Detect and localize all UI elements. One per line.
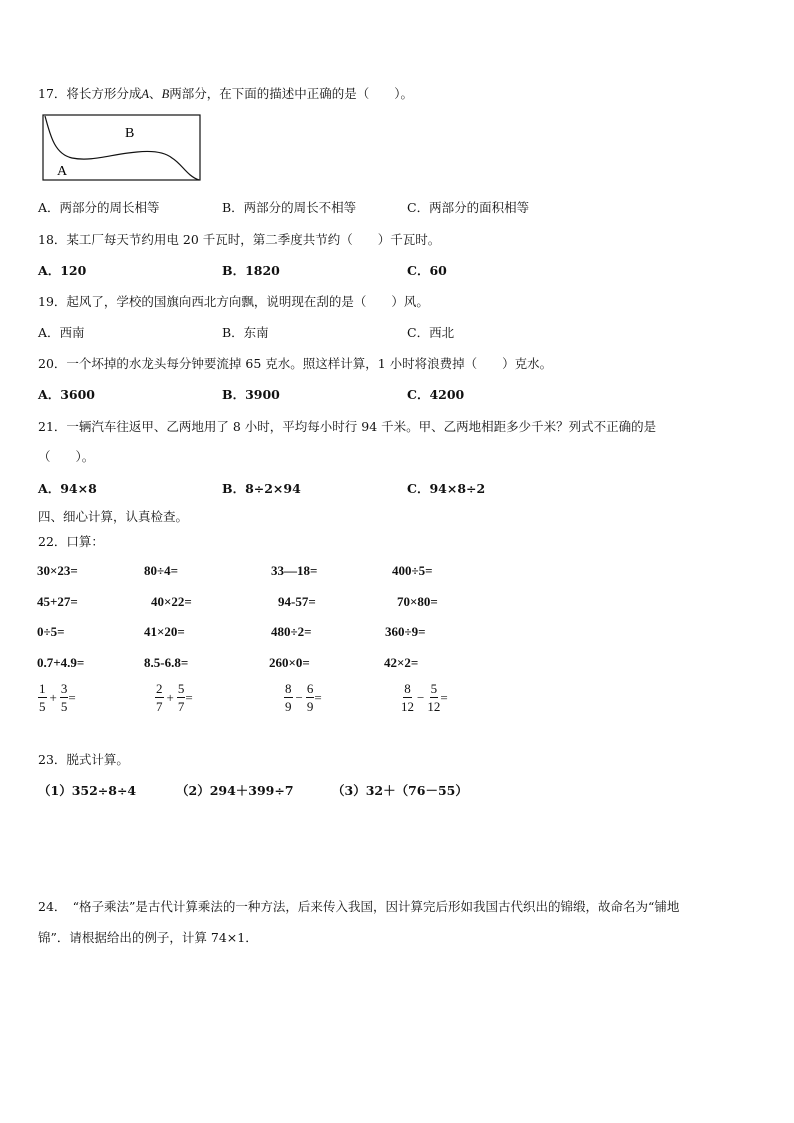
q23-title: 23．脱式计算。 <box>38 752 129 767</box>
q20-option-c[interactable]: C．4200 <box>407 387 465 402</box>
q19-stem: 19．起风了，学校的国旗向西北方向飘，说明现在刮的是（ ）风。 <box>38 294 429 309</box>
q19-option-c[interactable]: C．西北 <box>407 325 455 340</box>
oral-calc-item: 41×20= <box>144 624 185 639</box>
q17-dividing-curve <box>45 116 199 180</box>
fraction: $\frac{3}{5}$ <box>60 681 68 714</box>
q18-option-a[interactable]: A．120 <box>38 263 87 278</box>
q17-suffix: 两部分，在下面的描述中正确的是（ ）。 <box>169 86 413 101</box>
q23-item-1: （1）352÷8÷4 <box>38 783 137 798</box>
q21-option-b[interactable]: B．8÷2×94 <box>222 481 301 496</box>
q17-prefix: 17．将长方形分成 <box>38 86 142 101</box>
q21-stem: 21．一辆汽车往返甲、乙两地用了 8 小时，平均每小时行 94 千米。甲、乙两地相距多少千米？列式不正确的是 <box>38 419 657 434</box>
oral-calc-item: 480÷2= <box>271 624 312 639</box>
oral-calc-item: 80÷4= <box>144 563 179 578</box>
q17-option-c[interactable]: C．两部分的面积相等 <box>407 200 530 215</box>
q18-stem: 18．某工厂每天节约用电 20 千瓦时，第二季度共节约（ ）千瓦时。 <box>38 232 441 247</box>
q17-option-b[interactable]: B．两部分的周长不相等 <box>222 200 357 215</box>
fraction: $\frac{5}{7}$ <box>177 681 185 714</box>
oral-calc-item: 0÷5= <box>37 624 65 639</box>
q17-stem <box>38 84 413 102</box>
q24-line-2: 锦”．请根据给出的例子，计算 74×1． <box>38 930 258 945</box>
q21-option-a[interactable]: A．94×8 <box>38 481 97 496</box>
q21-stem-continued: （ ）。 <box>38 449 95 464</box>
q17-label-a: A <box>57 164 68 179</box>
oral-calc-item: 40×22= <box>151 594 192 609</box>
oral-calc-item: 94-57= <box>278 594 316 609</box>
fraction: $\frac{6}{9}$ <box>306 681 314 714</box>
q17-var-b: B <box>161 87 170 101</box>
oral-calc-item: 45+27= <box>37 594 78 609</box>
q18-option-b[interactable]: B．1820 <box>222 263 280 278</box>
fraction-calc-item: $\frac{2}{7}$ + $\frac{5}{7}$ = <box>156 681 193 714</box>
q17-sep: 、 <box>149 86 162 101</box>
oral-calc-item: 400÷5= <box>392 563 433 578</box>
q19-option-b[interactable]: B．东南 <box>222 325 269 340</box>
fraction: $\frac{8}{9}$ <box>285 681 292 714</box>
q20-option-a[interactable]: A．3600 <box>38 387 95 402</box>
q24-line-1: 24． “格子乘法”是古代计算乘法的一种方法，后来传入我国，因计算完后形如我国古代织出的锦缎，故命名为“铺地 <box>38 899 680 914</box>
oral-calc-item: 260×0= <box>269 655 310 670</box>
q17-rectangle-figure <box>42 114 202 182</box>
q17-label-b: B <box>125 126 135 141</box>
q20-stem: 20．一个坏掉的水龙头每分钟要流掉 65 克水。照这样计算，1 小时将浪费掉（ ）克水。 <box>38 356 553 371</box>
q23-item-3: （3）32＋（76－55） <box>332 783 468 798</box>
q19-option-a[interactable]: A．西南 <box>38 325 85 340</box>
fraction-calc-item: $\frac{1}{5}$ + $\frac{3}{5}$ = <box>39 681 76 714</box>
oral-calc-item: 30×23= <box>37 563 78 578</box>
fraction: $\frac{8}{12}$ <box>401 681 414 714</box>
oral-calc-item: 33—18= <box>271 563 318 578</box>
oral-calc-item: 8.5-6.8= <box>144 655 189 670</box>
q22-title: 22．口算： <box>38 534 104 549</box>
fraction-calc-item: $\frac{8}{9}$ − $\frac{6}{9}$ = <box>285 681 322 714</box>
fraction: $\frac{2}{7}$ <box>156 681 163 714</box>
oral-calc-item: 0.7+4.9= <box>37 655 85 670</box>
q18-option-c[interactable]: C．60 <box>407 263 447 278</box>
fraction: $\frac{1}{5}$ <box>39 681 46 714</box>
q20-option-b[interactable]: B．3900 <box>222 387 280 402</box>
q21-option-c[interactable]: C．94×8÷2 <box>407 481 486 496</box>
fraction: $\frac{5}{12}$ <box>427 681 441 714</box>
fraction-calc-item: $\frac{8}{12}$ − $\frac{5}{12}$ = <box>401 681 448 714</box>
q23-item-2: （2）294＋399÷7 <box>176 783 294 798</box>
q17-var-a: A <box>141 87 150 101</box>
oral-calc-item: 360÷9= <box>385 624 426 639</box>
oral-calc-item: 42×2= <box>384 655 419 670</box>
section-4-title: 四、细心计算，认真检查。 <box>38 509 189 524</box>
oral-calc-item: 70×80= <box>397 594 438 609</box>
q17-option-a[interactable]: A．两部分的周长相等 <box>38 200 160 215</box>
